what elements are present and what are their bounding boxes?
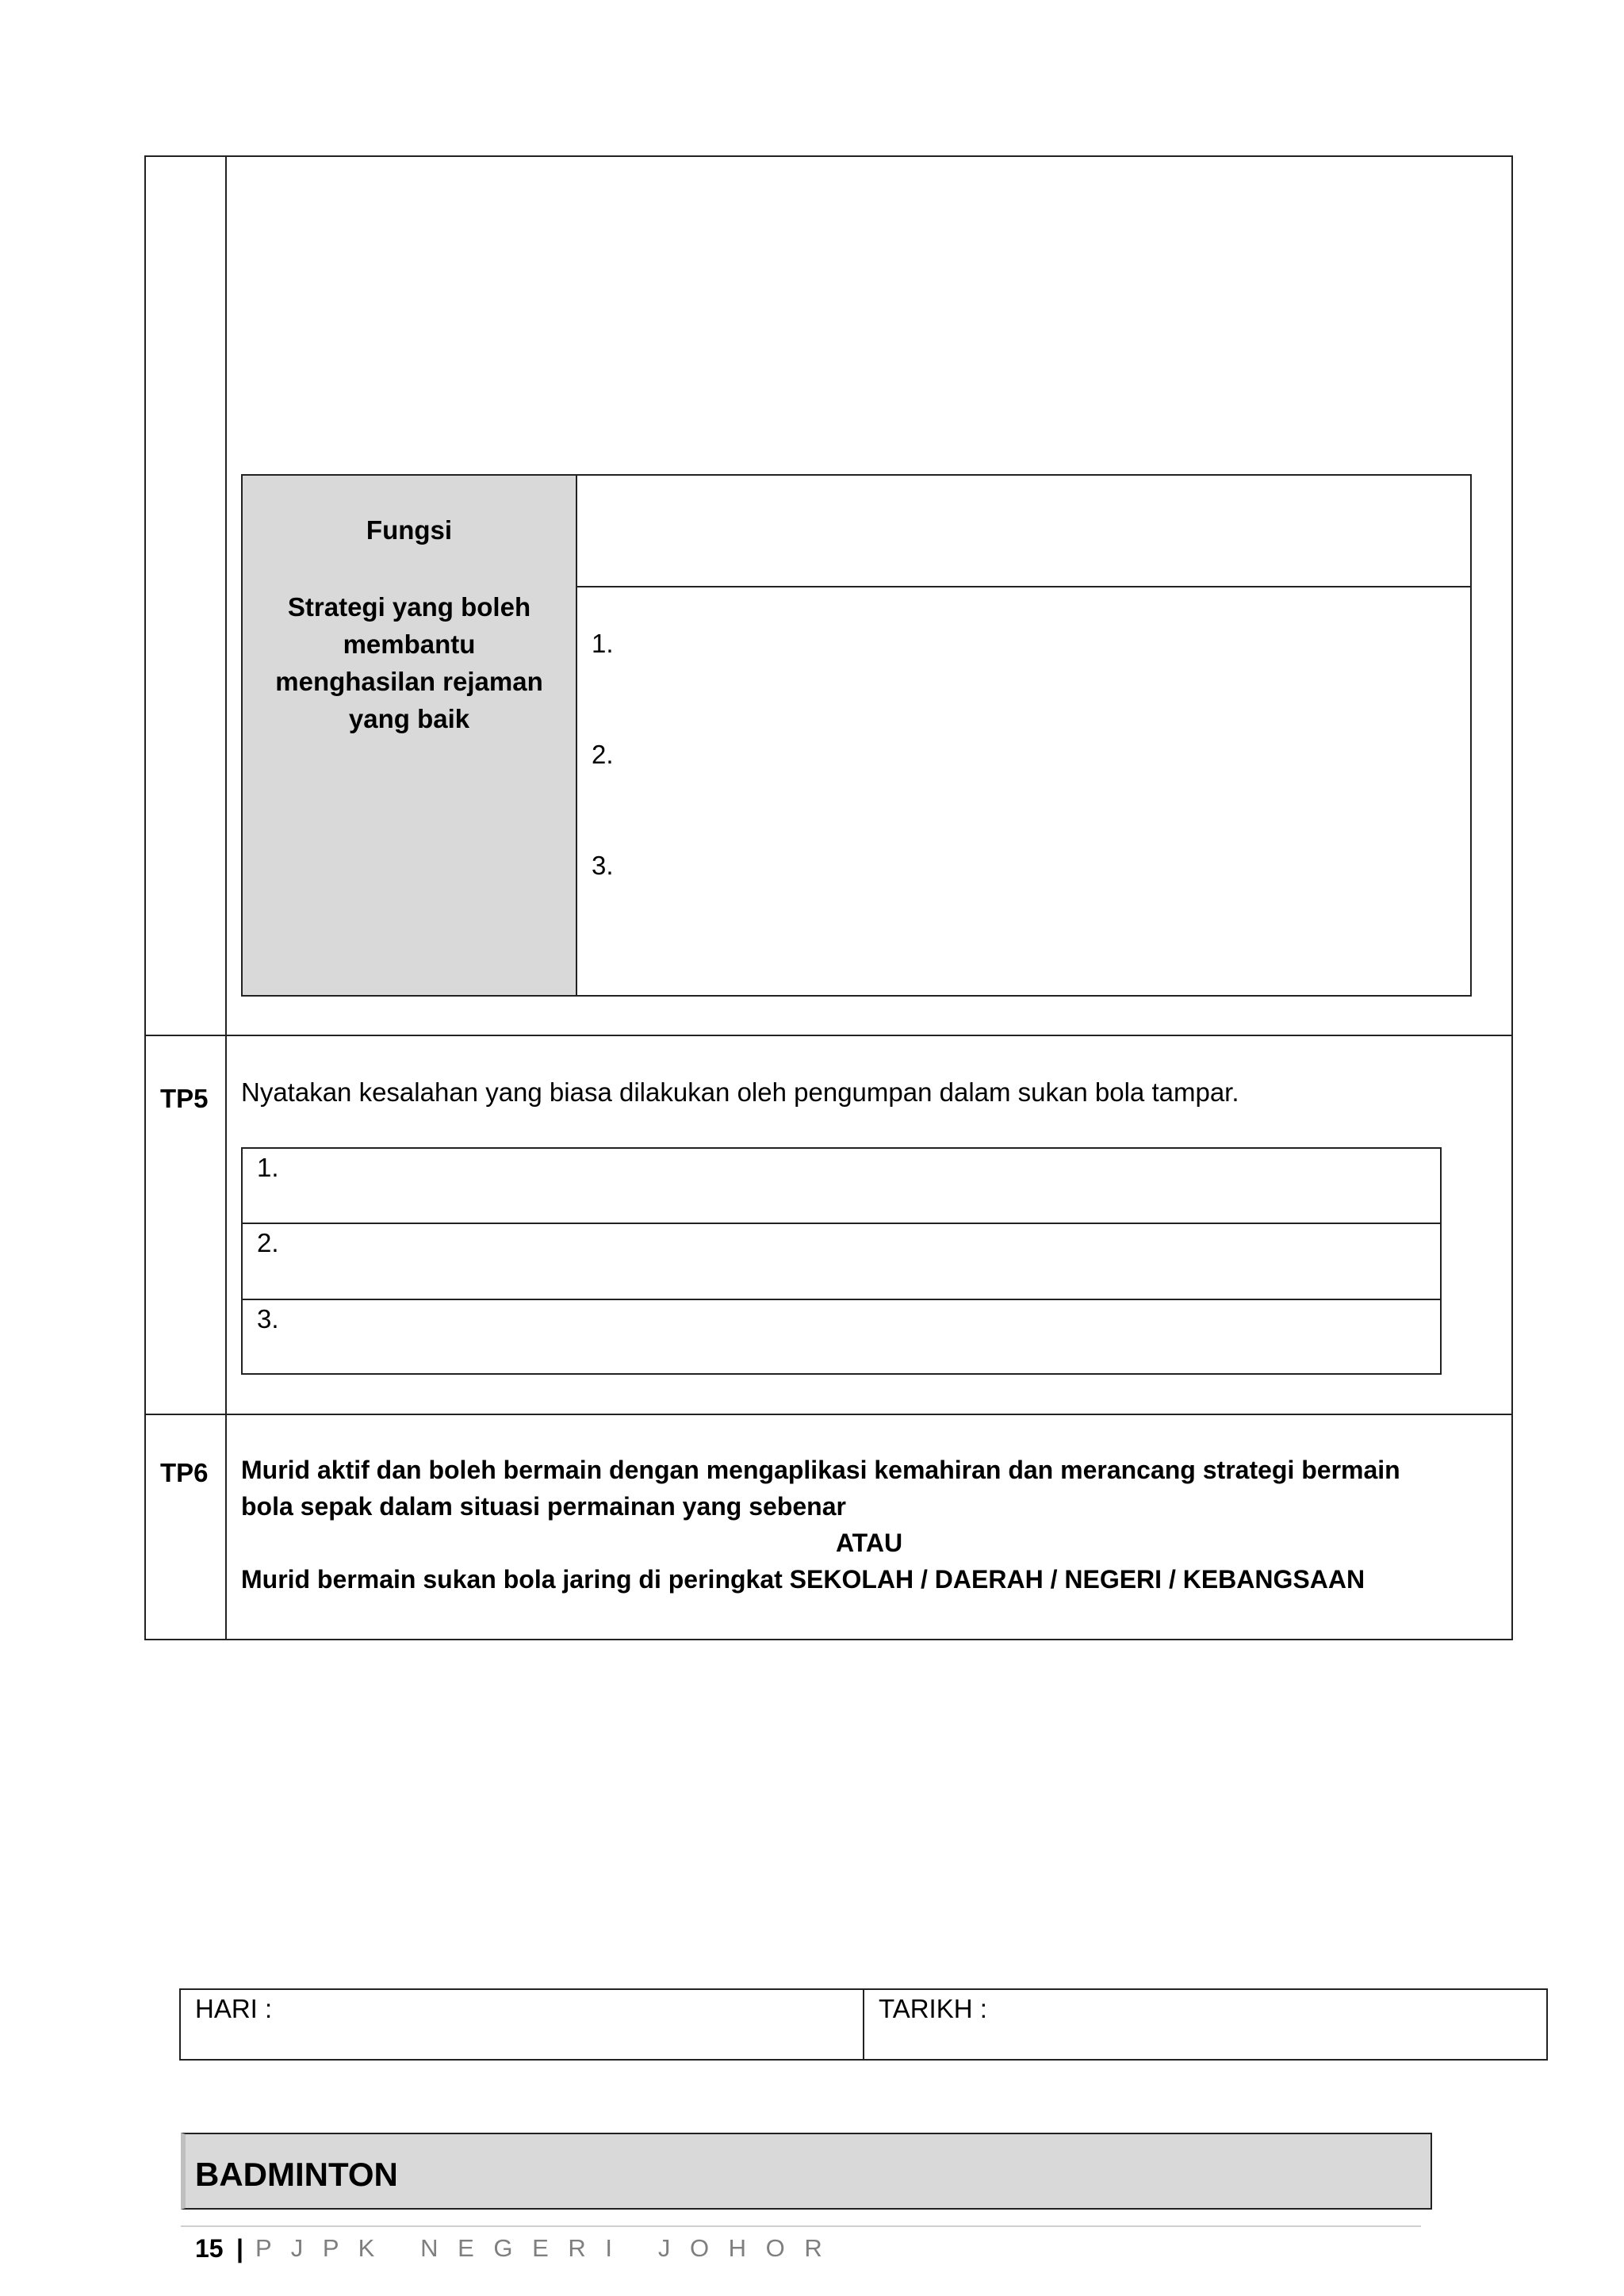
hari-field[interactable]: HARI : [195, 1994, 273, 2023]
tp5-question: Nyatakan kesalahan yang biasa dilakukan oleh pengumpan dalam sukan bola tampar. [241, 1077, 1239, 1107]
tp5-answer-row[interactable]: 1. [257, 1153, 279, 1182]
page-number: 15 [195, 2234, 224, 2263]
tp5-answer-divider [241, 1223, 1442, 1224]
tarikh-field[interactable]: TARIKH : [879, 1994, 987, 2023]
fungsi-label: Fungsi [366, 515, 453, 545]
tp6-code: TP6 [160, 1458, 209, 1487]
tp6-line: Murid bermain sukan bola jaring di peringkat SEKOLAH / DAERAH / NEGERI / KEBANGSAAN [241, 1565, 1365, 1594]
strategi-item: 3. [592, 851, 614, 880]
tp5-answer-row[interactable]: 3. [257, 1304, 279, 1334]
strategi-item: 2. [592, 740, 614, 769]
strategi-item: 1. [592, 629, 614, 658]
tp6-line: Murid aktif dan boleh bermain dengan mengaplikasi kemahiran dan merancang strategi bermain [241, 1456, 1400, 1484]
section-title: BADMINTON [195, 2156, 398, 2193]
strategi-label: Strategi yang boleh membantu menghasilan rejaman yang baik [275, 592, 543, 733]
date-box-divider [863, 1988, 864, 2061]
tp5-code: TP5 [160, 1084, 209, 1113]
tp5-answer-table [241, 1147, 1442, 1375]
tp5-answer-row[interactable]: 2. [257, 1228, 279, 1257]
fungsi-answer-cell[interactable] [576, 474, 1472, 587]
tp6-or: ATAU [835, 1529, 903, 1557]
footer-org: P J P K N E G E R I J O H O R [255, 2234, 829, 2262]
footer-separator: | [236, 2234, 243, 2263]
footer-rule [181, 2225, 1421, 2227]
row-divider-tp4-tp5 [144, 1035, 1513, 1036]
strategi-answer-cell[interactable] [576, 586, 1472, 997]
row-divider-tp5-tp6 [144, 1414, 1513, 1415]
code-column-divider [225, 155, 227, 1640]
tp6-line: bola sepak dalam situasi permainan yang sebenar [241, 1492, 846, 1521]
tp5-answer-divider [241, 1299, 1442, 1300]
